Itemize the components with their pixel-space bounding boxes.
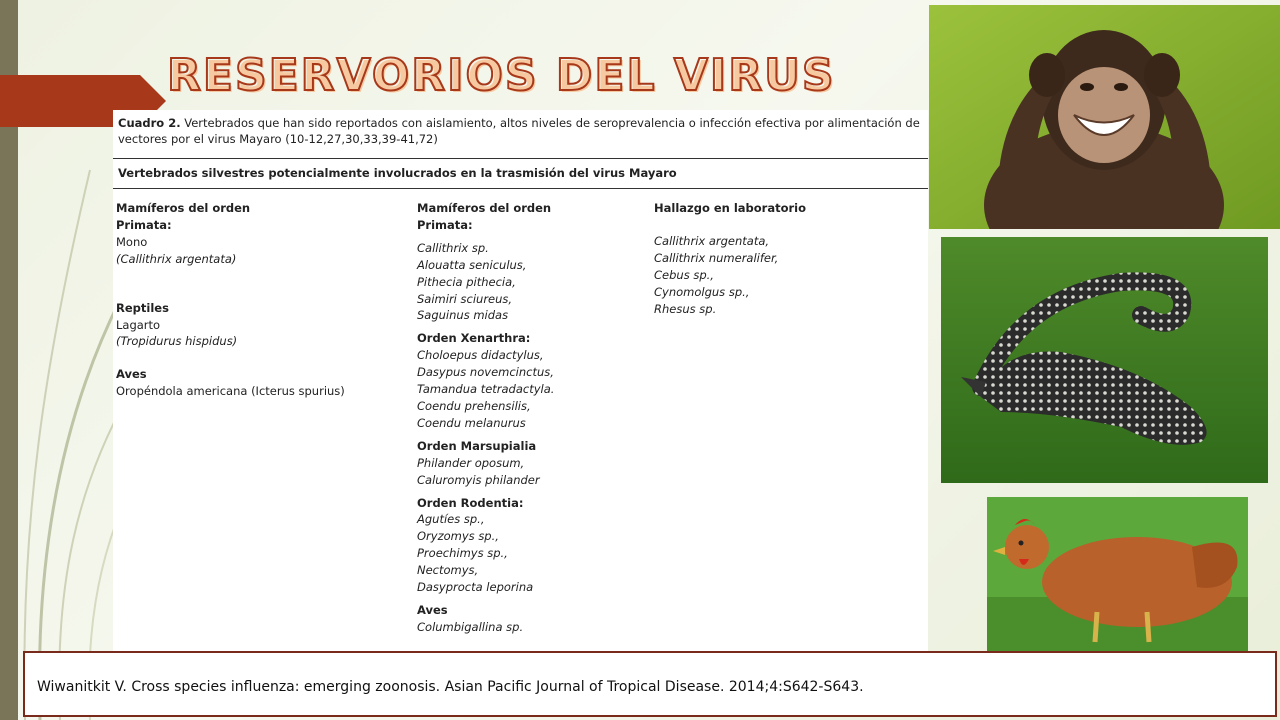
col3-item: Rhesus sp.: [654, 301, 717, 316]
col2-primata-item: Saguinus midas: [417, 308, 509, 323]
col1-reptiles: Reptiles: [116, 300, 169, 315]
col2-marsupialia-title: Orden Marsupialia: [417, 438, 537, 453]
col2-xenarthra-item: Dasypus novemcinctus,: [417, 365, 554, 380]
citation-text: Wiwanitkit V. Cross species influenza: emerging zoonosis. Asian Pacific Journal of Tropical Disease. 2014;4:S642-S643.: [37, 679, 864, 695]
citation-box: [23, 651, 1277, 717]
col3-item: Callithrix argentata,: [654, 233, 770, 248]
col1-oropendola: Oropéndola americana (Icterus spurius): [116, 384, 345, 399]
col2-xenarthra-title: Orden Xenarthra:: [417, 331, 531, 346]
col2-aves-item: Columbigallina sp.: [417, 619, 524, 634]
caption-label: Cuadro 2.: [118, 116, 181, 130]
col2-primata-item: Alouatta seniculus,: [417, 257, 527, 272]
col2-xenarthra-item: Choloepus didactylus,: [417, 348, 544, 363]
hen-photo: [987, 497, 1248, 651]
col1-lagarto: Lagarto: [116, 317, 161, 332]
column-3: [654, 200, 924, 317]
col2-xenarthra-item: Coendu prehensilis,: [417, 398, 531, 413]
col2-primata-item: Saimiri sciureus,: [417, 291, 513, 306]
col2-primata-item: Callithrix sp.: [417, 240, 489, 255]
col3-item: Cynomolgus sp.,: [654, 284, 750, 299]
col1-header-2: Primata:: [116, 217, 172, 232]
col2-rodentia-item: Nectomys,: [417, 563, 479, 578]
col2-rodentia-item: Dasyprocta leporina: [417, 580, 534, 595]
column-2: [417, 200, 647, 636]
col1-mono: Mono: [116, 234, 148, 249]
col2-rodentia-title: Orden Rodentia:: [417, 495, 524, 510]
table-image: [113, 110, 928, 655]
monkey-photo: [929, 5, 1280, 229]
col2-rodentia-item: Proechimys sp.,: [417, 546, 508, 561]
col1-lagarto-species: (Tropidurus hispidus): [116, 334, 238, 349]
column-1: [116, 200, 406, 400]
slide-title: RESERVORIOS DEL VIRUS: [167, 50, 836, 101]
col3-item: Cebus sp.,: [654, 267, 714, 282]
lizard-photo: [941, 237, 1268, 483]
col2-rodentia-item: Agutíes sp.,: [417, 512, 485, 527]
col2-rodentia-item: Oryzomys sp.,: [417, 529, 499, 544]
col2-primata-item: Pithecia pithecia,: [417, 274, 516, 289]
section-rule: [113, 188, 928, 189]
top-rule: [113, 158, 928, 159]
table-caption: [118, 115, 923, 147]
col1-mono-species: (Callithrix argentata): [116, 251, 237, 266]
caption-text: Vertebrados que han sido reportados con aislamiento, altos niveles de seroprevalencia o infección efectiva por alimentación de vectores por el virus Mayaro (10-12,27,30,33,39-41,72): [118, 116, 920, 146]
col2-xenarthra-item: Coendu melanurus: [417, 415, 526, 430]
col2-header-2: Primata:: [417, 217, 473, 232]
col2-marsupialia-item: Caluromyis philander: [417, 472, 540, 487]
section-title: Vertebrados silvestres potencialmente involucrados en la trasmisión del virus Mayaro: [118, 166, 677, 180]
col2-aves-title: Aves: [417, 602, 448, 617]
col2-marsupialia-item: Philander oposum,: [417, 455, 525, 470]
col1-aves: Aves: [116, 367, 147, 382]
col1-header-1: Mamíferos del orden: [116, 201, 251, 215]
col3-header: Hallazgo en laboratorio: [654, 201, 807, 215]
col3-item: Callithrix numeralifer,: [654, 250, 779, 265]
col2-header-1: Mamíferos del orden: [417, 201, 552, 215]
col2-xenarthra-item: Tamandua tetradactyla.: [417, 382, 555, 397]
